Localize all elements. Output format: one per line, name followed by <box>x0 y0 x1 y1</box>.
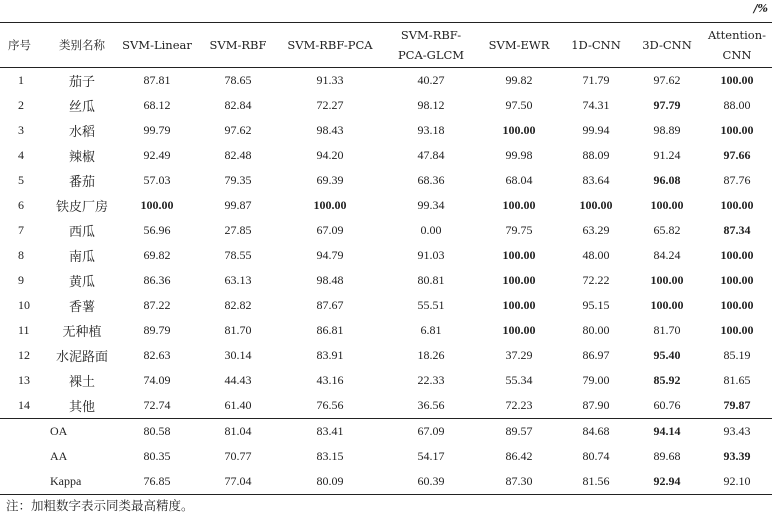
table-row <box>0 293 772 318</box>
table-row <box>0 93 772 118</box>
row-category: 香薯 <box>68 300 95 315</box>
row-category: 番茄 <box>68 175 95 190</box>
accuracy-cell: 97.79 <box>653 98 681 112</box>
table-note: 注：加粗数字表示同类最高精度。 <box>6 498 194 513</box>
accuracy-cell: 79.35 <box>224 173 252 187</box>
accuracy-cell: 100.00 <box>313 198 347 212</box>
row-category: 黄瓜 <box>68 275 95 290</box>
metric-cell: 83.41 <box>276 419 384 445</box>
metric-cell: 83.15 <box>316 449 344 463</box>
accuracy-cell: 84.24 <box>653 248 681 262</box>
accuracy-cell: 100.00 <box>720 123 754 137</box>
accuracy-cell: 82.84 <box>224 98 252 112</box>
unit-label: /% <box>753 2 768 15</box>
accuracy-cell: 81.65 <box>723 373 751 387</box>
row-category: 裸土 <box>68 375 95 390</box>
metric-cell: 93.39 <box>723 449 751 463</box>
row-category: 水稻 <box>68 125 95 140</box>
metric-cell: 92.10 <box>702 469 772 495</box>
accuracy-cell: 100.00 <box>720 248 754 262</box>
header-svm-glcm-line1: SVM-RBF- <box>400 28 462 42</box>
accuracy-cell: 87.81 <box>143 73 171 87</box>
table-row <box>0 243 772 268</box>
row-index: 12 <box>18 348 30 362</box>
accuracy-cell: 93.18 <box>417 123 445 137</box>
accuracy-cell: 83.64 <box>582 173 610 187</box>
accuracy-cell: 82.63 <box>143 348 171 362</box>
accuracy-cell: 99.34 <box>417 198 445 212</box>
accuracy-cell: 18.26 <box>417 348 445 362</box>
accuracy-cell: 97.62 <box>653 73 681 87</box>
accuracy-cell: 57.03 <box>143 173 171 187</box>
accuracy-cell: 100.00 <box>502 123 536 137</box>
header-1d-cnn: 1D-CNN <box>560 23 632 68</box>
accuracy-cell: 71.79 <box>582 73 610 87</box>
accuracy-cell: 81.70 <box>653 323 681 337</box>
accuracy-cell: 99.82 <box>505 73 533 87</box>
metric-name: Kappa <box>0 469 114 495</box>
metric-cell: 92.94 <box>632 469 702 495</box>
table-row <box>0 168 772 193</box>
accuracy-cell: 63.29 <box>582 223 610 237</box>
accuracy-cell: 40.27 <box>417 73 445 87</box>
accuracy-cell: 82.82 <box>224 298 252 312</box>
accuracy-cell: 97.66 <box>723 148 751 162</box>
accuracy-cell: 100.00 <box>720 323 754 337</box>
header-category: 类别名称 <box>50 23 114 68</box>
accuracy-cell: 55.51 <box>417 298 445 312</box>
accuracy-cell: 69.82 <box>143 248 171 262</box>
metric-cell: 80.74 <box>582 449 610 463</box>
accuracy-cell: 97.50 <box>505 98 533 112</box>
row-category: 铁皮厂房 <box>55 200 108 215</box>
row-index: 5 <box>18 173 24 187</box>
metric-name: AA <box>50 449 68 463</box>
accuracy-cell: 96.08 <box>653 173 681 187</box>
metric-cell: 70.77 <box>224 449 252 463</box>
row-category: 无种植 <box>62 325 102 340</box>
accuracy-cell: 99.94 <box>582 123 610 137</box>
accuracy-cell: 74.31 <box>582 98 610 112</box>
row-category: 丝瓜 <box>68 100 95 115</box>
row-index: 11 <box>18 323 30 337</box>
accuracy-cell: 56.96 <box>143 223 171 237</box>
accuracy-cell: 100.00 <box>502 323 536 337</box>
accuracy-cell: 92.49 <box>143 148 171 162</box>
metric-row <box>0 419 772 445</box>
table-row <box>0 368 772 393</box>
table-row <box>0 318 772 343</box>
metric-row <box>0 444 772 469</box>
metric-cell: 80.58 <box>114 419 200 445</box>
accuracy-cell: 99.87 <box>224 198 252 212</box>
accuracy-cell: 43.16 <box>316 373 344 387</box>
accuracy-cell: 86.97 <box>582 348 610 362</box>
row-index: 10 <box>18 298 30 312</box>
table-body <box>0 68 772 495</box>
accuracy-cell: 89.79 <box>143 323 171 337</box>
accuracy-cell: 72.23 <box>505 398 533 412</box>
header-svm-ewr: SVM-EWR <box>478 23 560 68</box>
table-row <box>0 143 772 168</box>
table-row <box>0 268 772 293</box>
metric-cell: 94.14 <box>632 419 702 445</box>
accuracy-cell: 44.43 <box>224 373 252 387</box>
accuracy-cell: 100.00 <box>720 73 754 87</box>
metric-cell: 89.57 <box>478 419 560 445</box>
accuracy-cell: 94.20 <box>316 148 344 162</box>
header-3d-cnn: 3D-CNN <box>632 23 702 68</box>
table-row <box>0 393 772 419</box>
accuracy-cell: 86.81 <box>316 323 344 337</box>
header-svm-glcm-line2: PCA-GLCM <box>397 48 465 62</box>
row-category: 辣椒 <box>68 150 95 165</box>
metric-cell: 76.85 <box>114 469 200 495</box>
row-index: 6 <box>18 198 24 212</box>
accuracy-cell: 78.55 <box>224 248 252 262</box>
accuracy-cell: 91.33 <box>316 73 344 87</box>
accuracy-cell: 91.24 <box>653 148 681 162</box>
accuracy-cell: 68.36 <box>417 173 445 187</box>
row-category: 茄子 <box>68 75 95 90</box>
accuracy-cell: 76.56 <box>316 398 344 412</box>
accuracy-cell: 79.75 <box>505 223 533 237</box>
accuracy-cell: 74.09 <box>143 373 171 387</box>
table-row <box>0 68 772 94</box>
row-index: 7 <box>18 223 24 237</box>
header-index: 序号 <box>0 23 50 68</box>
metric-cell: 81.04 <box>200 419 276 445</box>
accuracy-cell: 88.09 <box>582 148 610 162</box>
accuracy-cell: 100.00 <box>650 298 684 312</box>
accuracy-cell: 100.00 <box>720 198 754 212</box>
accuracy-cell: 36.56 <box>417 398 445 412</box>
accuracy-cell: 72.74 <box>143 398 171 412</box>
metric-cell: 89.68 <box>653 449 681 463</box>
accuracy-cell: 87.67 <box>316 298 344 312</box>
table-row <box>0 118 772 143</box>
accuracy-cell: 85.92 <box>653 373 681 387</box>
accuracy-cell: 81.70 <box>224 323 252 337</box>
accuracy-cell: 60.76 <box>653 398 681 412</box>
accuracy-cell: 87.34 <box>723 223 751 237</box>
accuracy-cell: 98.89 <box>653 123 681 137</box>
accuracy-cell: 68.12 <box>143 98 171 112</box>
accuracy-table <box>0 22 772 495</box>
header-attention-cnn: Attention-CNN <box>702 23 772 68</box>
accuracy-cell: 100.00 <box>502 298 536 312</box>
row-index: 8 <box>18 248 24 262</box>
accuracy-cell: 69.39 <box>316 173 344 187</box>
row-index: 2 <box>18 98 24 112</box>
accuracy-cell: 22.33 <box>417 373 445 387</box>
row-index: 14 <box>18 398 30 412</box>
header-row <box>0 23 772 68</box>
accuracy-cell: 100.00 <box>502 198 536 212</box>
accuracy-cell: 86.36 <box>143 273 171 287</box>
table-row <box>0 343 772 368</box>
accuracy-cell: 87.76 <box>723 173 751 187</box>
header-svm-rbf-pca: SVM-RBF-PCA <box>276 23 384 68</box>
accuracy-cell: 100.00 <box>502 273 536 287</box>
accuracy-cell: 100.00 <box>720 273 754 287</box>
accuracy-cell: 87.90 <box>582 398 610 412</box>
accuracy-cell: 67.09 <box>316 223 344 237</box>
accuracy-cell: 79.87 <box>723 398 751 412</box>
accuracy-cell: 0.00 <box>420 223 442 237</box>
table-row <box>0 218 772 243</box>
accuracy-cell: 48.00 <box>582 248 610 262</box>
row-category: 西瓜 <box>68 225 95 240</box>
accuracy-cell: 30.14 <box>224 348 252 362</box>
header-svm-rbf-pca-glcm <box>384 23 478 68</box>
table-row <box>0 193 772 218</box>
metric-cell: 81.56 <box>560 469 632 495</box>
metric-cell: 60.39 <box>384 469 478 495</box>
metric-cell: 77.04 <box>200 469 276 495</box>
row-index: 1 <box>18 73 24 87</box>
row-category: 南瓜 <box>68 250 95 265</box>
accuracy-cell: 72.22 <box>582 273 610 287</box>
row-category: 其他 <box>68 400 95 415</box>
accuracy-cell: 98.43 <box>316 123 344 137</box>
accuracy-cell: 100.00 <box>502 248 536 262</box>
accuracy-cell: 98.48 <box>316 273 344 287</box>
accuracy-cell: 6.81 <box>420 323 442 337</box>
accuracy-cell: 95.40 <box>653 348 681 362</box>
accuracy-cell: 94.79 <box>316 248 344 262</box>
accuracy-cell: 85.19 <box>723 348 751 362</box>
row-index: 4 <box>18 148 24 162</box>
metric-cell: 93.43 <box>702 419 772 445</box>
accuracy-cell: 83.91 <box>316 348 344 362</box>
accuracy-cell: 68.04 <box>505 173 533 187</box>
accuracy-cell: 100.00 <box>650 273 684 287</box>
accuracy-cell: 80.81 <box>417 273 445 287</box>
metric-cell: 67.09 <box>384 419 478 445</box>
metric-cell: 80.35 <box>143 449 171 463</box>
accuracy-cell: 98.12 <box>417 98 445 112</box>
metric-cell: 84.68 <box>560 419 632 445</box>
row-index: 3 <box>18 123 24 137</box>
accuracy-cell: 100.00 <box>650 198 684 212</box>
row-index: 13 <box>18 373 30 387</box>
accuracy-cell: 100.00 <box>720 298 754 312</box>
accuracy-cell: 82.48 <box>224 148 252 162</box>
accuracy-cell: 63.13 <box>224 273 252 287</box>
accuracy-cell: 87.22 <box>143 298 171 312</box>
accuracy-cell: 99.98 <box>505 148 533 162</box>
metric-row <box>0 469 772 495</box>
row-category: 水泥路面 <box>55 350 108 365</box>
metric-name: OA <box>0 419 114 445</box>
accuracy-cell: 100.00 <box>579 198 613 212</box>
accuracy-cell: 80.00 <box>582 323 610 337</box>
metric-cell: 54.17 <box>417 449 445 463</box>
accuracy-cell: 97.62 <box>224 123 252 137</box>
accuracy-cell: 88.00 <box>723 98 751 112</box>
accuracy-cell: 95.15 <box>582 298 610 312</box>
accuracy-cell: 78.65 <box>224 73 252 87</box>
accuracy-cell: 47.84 <box>417 148 445 162</box>
accuracy-cell: 61.40 <box>224 398 252 412</box>
accuracy-cell: 27.85 <box>224 223 252 237</box>
metric-cell: 86.42 <box>505 449 533 463</box>
accuracy-cell: 100.00 <box>140 198 174 212</box>
row-index: 9 <box>18 273 24 287</box>
accuracy-cell: 55.34 <box>505 373 533 387</box>
header-svm-rbf: SVM-RBF <box>200 23 276 68</box>
metric-cell: 80.09 <box>276 469 384 495</box>
accuracy-cell: 91.03 <box>417 248 445 262</box>
accuracy-cell: 37.29 <box>505 348 533 362</box>
accuracy-cell: 65.82 <box>653 223 681 237</box>
accuracy-cell: 79.00 <box>582 373 610 387</box>
header-svm-linear: SVM-Linear <box>114 23 200 68</box>
accuracy-cell: 99.79 <box>143 123 171 137</box>
accuracy-cell: 72.27 <box>316 98 344 112</box>
metric-cell: 87.30 <box>478 469 560 495</box>
